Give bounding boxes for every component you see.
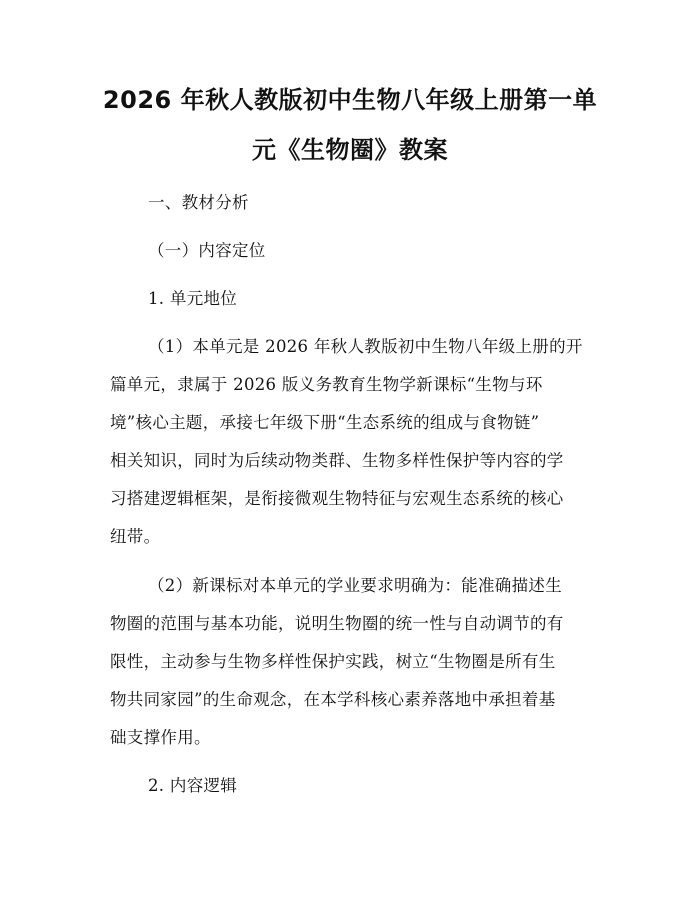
item-heading-unit-position: 1. 单元地位: [148, 289, 238, 308]
item-heading-content-logic: 2. 内容逻辑: [148, 776, 238, 795]
paragraph-2-line-3: 限性，主动参与生物多样性保护实践，树立“生物圈是所有生: [110, 652, 556, 671]
paragraph-2-line-1: （2）新课标对本单元的学业要求明确为：能准确描述生: [148, 576, 562, 595]
document-title-line-2: 元《生物圈》教案: [252, 136, 448, 164]
paragraph-2-line-5: 础支撑作用。: [110, 728, 211, 747]
section-heading: 一、教材分析: [148, 193, 249, 212]
paragraph-1-line-6: 纽带。: [110, 527, 161, 546]
paragraph-2-line-4: 物共同家园”的生命观念，在本学科核心素养落地中承担着基: [110, 690, 556, 709]
paragraph-2-line-2: 物圈的范围与基本功能，说明生物圈的统一性与自动调节的有: [110, 614, 564, 633]
paragraph-1-line-2: 篇单元，隶属于 2026 版义务教育生物学新课标“生物与环: [110, 375, 543, 394]
paragraph-1-line-3: 境”核心主题，承接七年级下册“生态系统的组成与食物链”: [110, 413, 540, 432]
subsection-heading: （一）内容定位: [148, 241, 266, 260]
document-title-line-1: 2026 年秋人教版初中生物八年级上册第一单: [102, 86, 598, 114]
paragraph-1-line-1: （1）本单元是 2026 年秋人教版初中生物八年级上册的开: [148, 337, 583, 356]
paragraph-1-line-4: 相关知识，同时为后续动物类群、生物多样性保护等内容的学: [110, 451, 564, 470]
paragraph-1-line-5: 习搭建逻辑框架，是衔接微观生物特征与宏观生态系统的核心: [110, 489, 564, 508]
